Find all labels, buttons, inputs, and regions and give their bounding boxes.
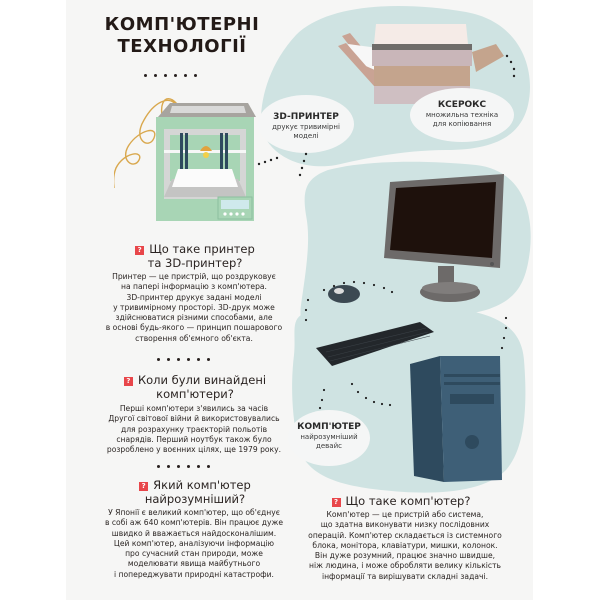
body-line: ніж людина, і може обробляти велику кількість xyxy=(309,561,501,571)
body-line: снарядів. Перший ноутбук також було xyxy=(116,434,272,444)
body-line: в основі будь-якого — принцип пошарового xyxy=(105,323,283,333)
infographic-page xyxy=(66,0,533,600)
pc-tower-illustration xyxy=(408,352,504,486)
bubble-subtitle: найрозумніший xyxy=(300,433,358,441)
body-line: інформації та вирішувати складні задачі. xyxy=(321,571,488,581)
body-line: про сучасний стан природи, може xyxy=(125,549,263,559)
body-line: що здатна виконувати низку послідовних xyxy=(320,520,490,530)
question-icon: ? xyxy=(135,246,144,255)
dots-divider xyxy=(157,358,210,361)
bubble-subtitle: друкує тривимірні xyxy=(272,123,340,131)
body-line: операцій. Комп'ютер складається із системного xyxy=(308,530,502,540)
body-line: блока, монітора, клавіатури, мишки, колонок. xyxy=(312,540,498,550)
heading-line: Коли були винайдені xyxy=(137,373,267,387)
body-line: швидко й вважається найдосконалішим. xyxy=(111,528,277,538)
section-heading xyxy=(86,478,304,506)
title-line-2: ТЕХНОЛОГІЇ xyxy=(117,36,247,57)
body-line: розроблено у воєнних цілях, ще 1979 року. xyxy=(106,445,282,455)
heading-line: Що таке принтер xyxy=(149,242,255,256)
body-line: Комп'ютер — це пристрій або система, xyxy=(326,510,484,519)
section-body xyxy=(74,404,314,455)
body-line: Принтер — це пристрій, що роздруковує xyxy=(112,272,276,281)
title-line-1: КОМП'ЮТЕРНІ xyxy=(104,14,260,35)
body-line: Другої світової війни й використовувались xyxy=(108,414,280,424)
section-body xyxy=(282,510,528,582)
bubble-xerox xyxy=(410,88,514,142)
body-line: Перші комп'ютери з'явились за часів xyxy=(119,404,269,413)
section-body xyxy=(74,272,314,344)
dotted-connector xyxy=(256,150,296,170)
body-line: Цей комп'ютер, аналізуючи інформацію xyxy=(113,538,275,548)
heading-line: та 3D-принтер? xyxy=(147,256,243,270)
bubble-subtitle: девайс xyxy=(316,442,342,450)
body-line: в собі аж 640 комп'ютерів. Він працює дуже xyxy=(104,518,283,528)
heading-line: комп'ютери? xyxy=(156,387,234,401)
bubble-title: КОМП'ЮТЕР xyxy=(297,422,361,432)
section-heading xyxy=(86,242,304,270)
body-line: Він дуже розумний, працює значно швидше, xyxy=(314,551,496,561)
body-line: моделювати явища майбутнього xyxy=(127,559,261,569)
heading-line: найрозумніший? xyxy=(144,492,246,506)
body-line: У Японії є великий комп'ютер, що об'єднує xyxy=(108,508,280,517)
dotted-connector xyxy=(504,52,524,82)
body-line: у тривимірному просторі. 3D-друк може xyxy=(113,302,275,312)
3d-printer-illustration xyxy=(150,101,256,223)
body-line: створення об'ємного об'єкта. xyxy=(135,333,253,343)
bubble-3d-printer xyxy=(258,95,354,153)
body-line: на папері інформацію з комп'ютера. xyxy=(121,282,267,292)
bubble-subtitle: для копіювання xyxy=(432,120,492,128)
bubble-subtitle: множильна техніка xyxy=(425,111,499,119)
bubble-title: КСЕРОКС xyxy=(437,100,487,110)
body-line: здійснюватися різними способами, але xyxy=(115,313,273,323)
section-heading xyxy=(86,373,304,401)
bubble-subtitle: моделі xyxy=(293,132,319,140)
heading-line: Що таке комп'ютер? xyxy=(345,494,471,508)
question-icon: ? xyxy=(139,482,148,491)
question-icon: ? xyxy=(332,498,341,507)
section-heading xyxy=(292,494,510,508)
question-icon: ? xyxy=(124,377,133,386)
section-body xyxy=(74,508,314,580)
body-line: 3D-принтер друкує задані моделі xyxy=(126,292,262,302)
dotted-connector xyxy=(298,150,310,180)
page-title xyxy=(102,14,262,58)
dots-divider xyxy=(157,465,210,468)
body-line: для розрахунку траєкторій польотів xyxy=(120,424,268,434)
title-dots-divider xyxy=(144,74,197,77)
heading-line: Який комп'ютер xyxy=(153,478,251,492)
body-line: і попереджувати природні катастрофи. xyxy=(114,569,274,579)
bubble-title: 3D-ПРИНТЕР xyxy=(273,112,339,122)
